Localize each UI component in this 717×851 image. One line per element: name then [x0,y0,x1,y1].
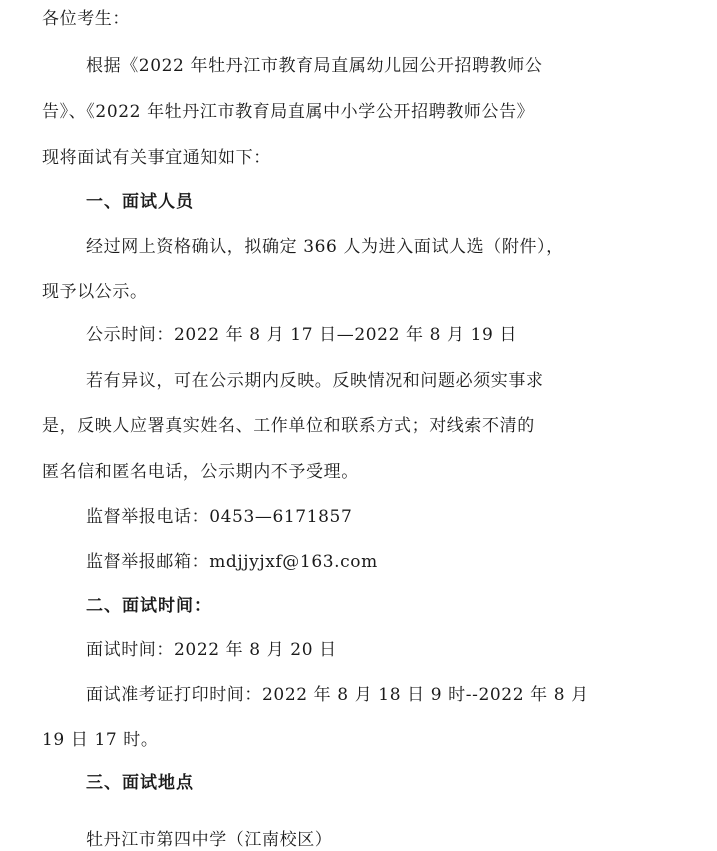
intro-line-3: 现将面试有关事宜通知如下： [42,148,271,168]
intro-line-1: 根据《2022 年牡丹江市教育局直属幼儿园公开招聘教师公 [86,56,543,76]
section1-heading: 一、面试人员 [86,192,194,212]
report-phone: 监督举报电话：0453—6171857 [86,507,353,527]
print-time-line1: 面试准考证打印时间：2022 年 8 月 18 日 9 时--2022 年 8 月 [86,685,589,705]
objection-line3: 匿名信和匿名电话，公示期内不予受理。 [42,462,359,482]
section1-para1-line1: 经过网上资格确认，拟确定 366 人为进入面试人选（附件）， [86,237,564,257]
section3-heading: 三、面试地点 [86,773,194,793]
section1-para1-line2: 现予以公示。 [42,282,148,302]
objection-line2: 是，反映人应署真实姓名、工作单位和联系方式；对线索不清的 [42,416,535,436]
objection-line1: 若有异议，可在公示期内反映。反映情况和问题必须实事求 [86,371,544,391]
intro-line-2: 告》、《2022 年牡丹江市教育局直属中小学公开招聘教师公告》 [42,102,535,122]
report-email: 监督举报邮箱：mdjjyjxf@163.com [86,552,378,572]
notice-period: 公示时间：2022 年 8 月 17 日—2022 年 8 月 19 日 [86,325,518,345]
section2-heading: 二、面试时间： [86,596,212,616]
print-time-line2: 19 日 17 时。 [42,730,159,750]
interview-date: 面试时间：2022 年 8 月 20 日 [86,640,337,660]
salutation: 各位考生： [42,9,130,29]
interview-location: 牡丹江市第四中学（江南校区） [86,830,333,850]
